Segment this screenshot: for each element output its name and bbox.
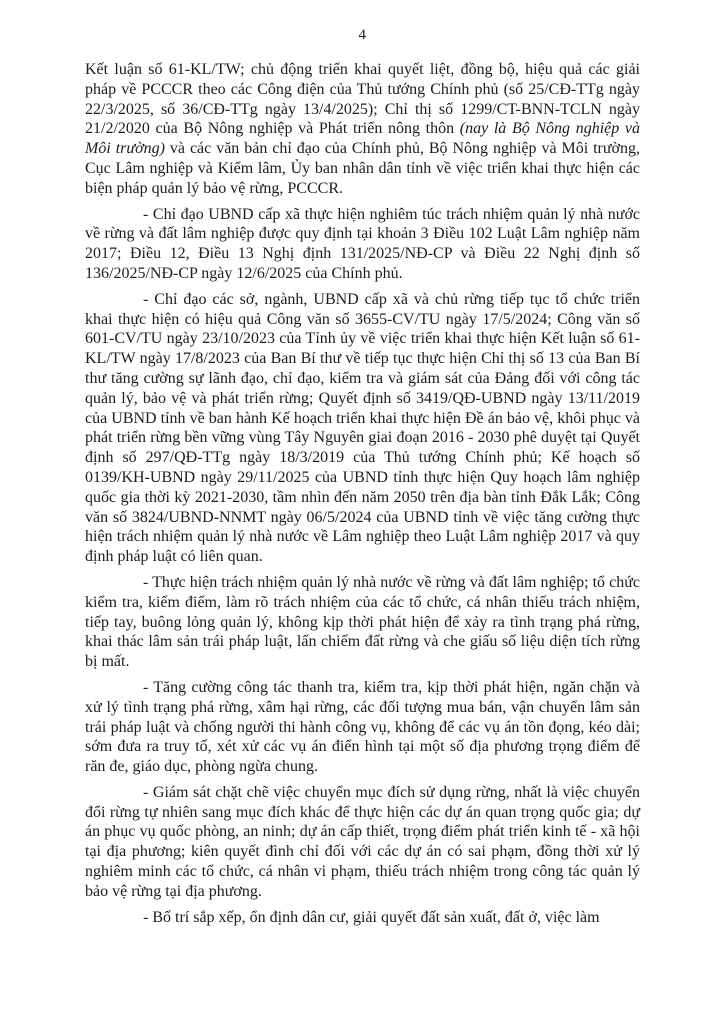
paragraph: [85, 205, 640, 284]
paragraph-text: - Chỉ đạo các sở, ngành, UBND cấp xã và chủ rừng tiếp tục tổ chức triển khai thực hiện có hiệu quả Công văn số 3655-CV/TU ngày 17/5/2024; Công văn số 601-CV/TU ngày 23/10/2023 của Tỉnh ủy về việc triển khai thực hiện Kết luận số 61-KL/TW ngày 17/8/2023 của Ban Bí thư về tiếp tục thực hiện Chỉ thị số 13 của Ban Bí thư tăng cường sự lãnh đạo, chỉ đạo, kiểm tra và giám sát của Đảng đối với công tác quản lý, bảo vệ và phát triển rừng; Quyết định số 3419/QĐ-UBND ngày 13/11/2019 của UBND tỉnh về ban hành Kế hoạch triển khai thực hiện Đề án bảo vệ, khôi phục và phát triển rừng bền vững vùng Tây Nguyên giai đoạn 2016 - 2030 phê duyệt tại Quyết định số 297/QĐ-TTg ngày 18/3/2019 của Thủ tướng Chính phủ; Kế hoạch số 0139/KH-UBND ngày 29/11/2025 của UBND tỉnh thực hiện Quy hoạch lâm nghiệp quốc gia thời kỳ 2021-2030, tầm nhìn đến năm 2050 trên địa bàn tỉnh Đắk Lắk; Công văn số 3824/UBND-NNMT ngày 06/5/2024 của UBND tỉnh về việc tăng cường thực hiện trách nhiệm quản lý nhà nước về Lâm nghiệp theo Luật Lâm nghiệp 2017 và quy định pháp luật có liên quan.: [85, 290, 640, 566]
document-body: [85, 60, 640, 927]
paragraph: [85, 783, 640, 902]
paragraph-text: - Thực hiện trách nhiệm quản lý nhà nước về rừng và đất lâm nghiệp; tổ chức kiểm tra, kiểm điểm, làm rõ trách nhiệm của các tổ chức, cá nhân thiếu trách nhiệm, tiếp tay, buông lỏng quản lý, không kịp thời phát hiện để xảy ra tình trạng phá rừng, khai thác lâm sản trái pháp luật, lấn chiếm đất rừng và che giấu số liệu diện tích rừng bị mất.: [85, 573, 640, 671]
paragraph-text: và các văn bản chỉ đạo của Chính phủ, Bộ Nông nghiệp và Môi trường, Cục Lâm nghiệp và Kiểm lâm, Ủy ban nhân dân tỉnh về việc triển khai thực hiện các biện pháp quản lý bảo vệ rừng, PCCCR.: [85, 140, 641, 197]
paragraph-text-italic: (nay là Bộ Nông nghiệp và Môi trường): [85, 120, 640, 158]
paragraph: [85, 908, 640, 928]
page-number: 4: [358, 27, 367, 43]
paragraph: [85, 290, 640, 567]
paragraph-text: - Giám sát chặt chẽ việc chuyển mục đích sử dụng rừng, nhất là việc chuyển đổi rừng tự nhiên sang mục đích khác để thực hiện các dự án quan trọng quốc gia; dự án phục vụ quốc phòng, an ninh; dự án cấp thiết, trọng điểm phát triển kinh tế - xã hội tại địa phương; kiên quyết đình chỉ đối với các dự án có sai phạm, đồng thời xử lý nghiêm minh các tổ chức, cá nhân vi phạm, thiếu trách nhiệm trong công tác quản lý bảo vệ rừng tại địa phương.: [85, 783, 640, 900]
paragraph-text: - Chỉ đạo UBND cấp xã thực hiện nghiêm túc trách nhiệm quản lý nhà nước về rừng và đất lâm nghiệp được quy định tại khoản 3 Điều 102 Luật Lâm nghiệp năm 2017; Điều 12, Điều 13 Nghị định 131/2025/NĐ-CP và Điều 22 Nghị định số 136/2025/NĐ-CP ngày 12/6/2025 của Chính phủ.: [85, 205, 640, 282]
paragraph-text: Kết luận số 61-KL/TW; chủ động triển khai quyết liệt, đồng bộ, hiệu quả các giải pháp về PCCCR theo các Công điện của Thủ tướng Chính phủ (số 25/CĐ-TTg ngày 22/3/2025, số 36/CĐ-TTg ngày 13/4/2025); Chỉ thị số 1299/CT-BNN-TCLN ngày 21/2/2020 của Bộ Nông nghiệp và Phát triển nông thôn: [85, 61, 640, 138]
paragraph: [85, 573, 640, 672]
paragraph: [85, 60, 640, 199]
paragraph-text: - Tăng cường công tác thanh tra, kiểm tra, kịp thời phát hiện, ngăn chặn và xử lý tình trạng phá rừng, xâm hại rừng, các đối tượng mua bán, vận chuyển lâm sản trái pháp luật và chống người thi hành công vụ, không để các vụ án tồn đọng, kéo dài; sớm đưa ra truy tố, xét xử các vụ án điển hình tại một số địa phương trọng điểm để răn đe, giáo dục, phòng ngừa chung.: [85, 678, 640, 776]
paragraph-text: - Bố trí sắp xếp, ổn định dân cư, giải quyết đất sản xuất, đất ở, việc làm: [143, 908, 600, 926]
paragraph: [85, 678, 640, 777]
